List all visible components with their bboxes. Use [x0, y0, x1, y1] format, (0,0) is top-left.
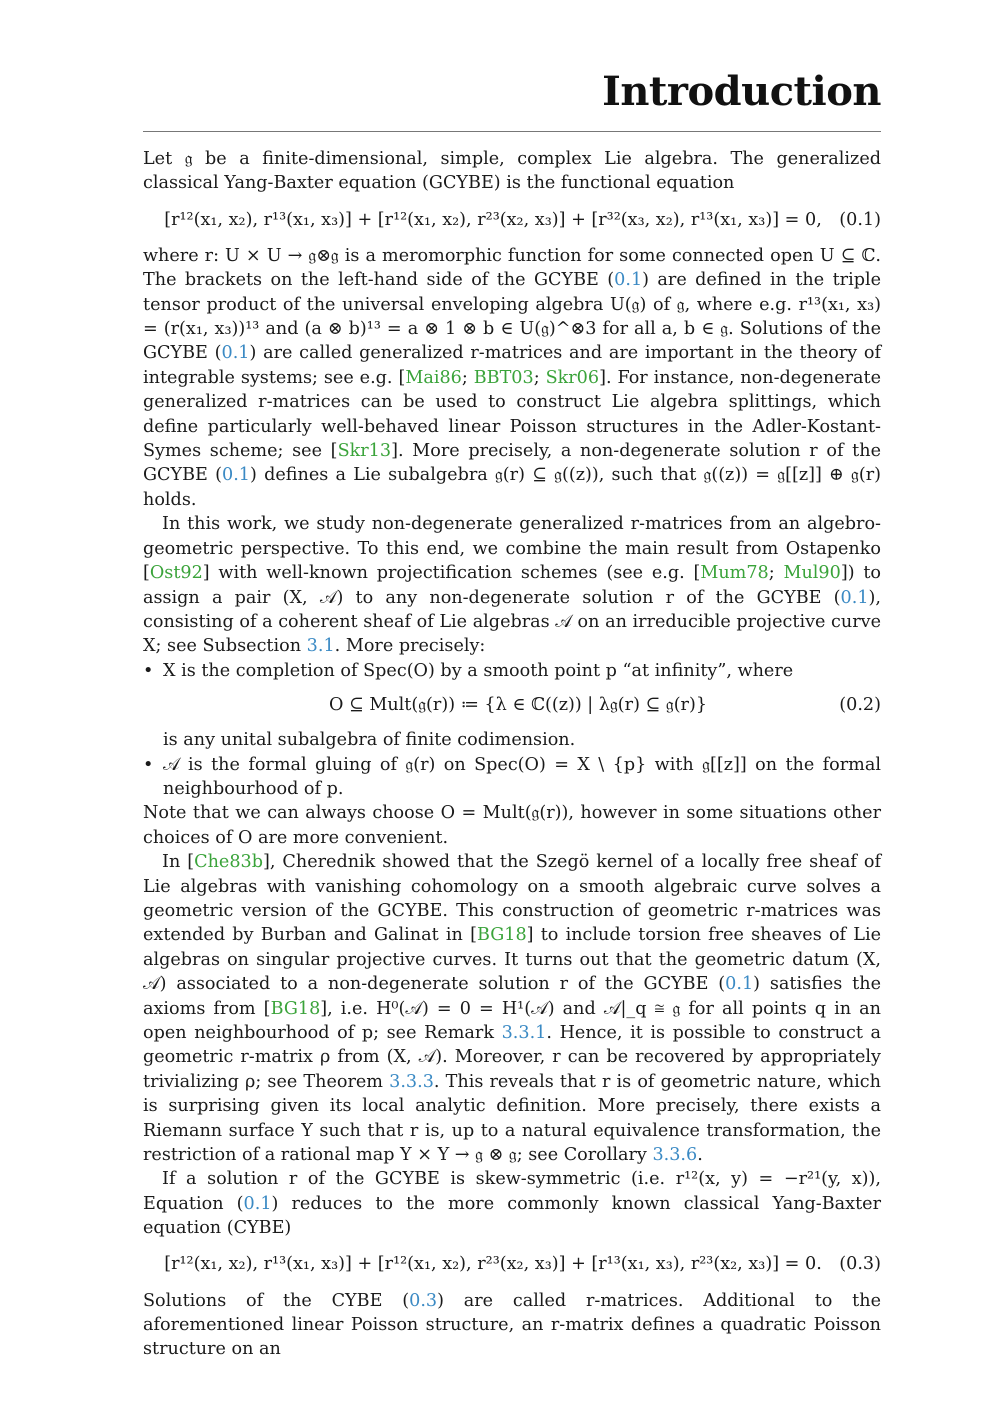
- bullet-icon: •: [143, 754, 154, 775]
- list-item: • X is the completion of Spec(O) by a smooth point p “at infinity”, where O ⊆ Mult(𝔤(r)) ≔ {λ ∈ ℂ((z)) | λ𝔤(r) ⊆ 𝔤(r)} (0.2) is any unital subalgebra of finite codimension.: [143, 660, 881, 751]
- citation-link[interactable]: Skr06: [545, 367, 600, 388]
- citation-link[interactable]: Mul90: [783, 563, 841, 584]
- equation-number: (0.3): [839, 1254, 881, 1275]
- equation-number: (0.1): [839, 209, 881, 230]
- paragraph-1: Let 𝔤 be a finite-dimensional, simple, complex Lie algebra. The generalized classical Yang-Baxter equation (GCYBE) is the functional equation: [143, 149, 881, 194]
- paragraph-6: If a solution r of the GCYBE is skew-symmetric (i.e. r¹²(x, y) = −r²¹(y, x)), Equation (0.1) reduces to the more commonly known classical Yang-Baxter equation (CYBE): [143, 1169, 881, 1239]
- bullet-list: [143, 659, 881, 802]
- equation-reference[interactable]: 0.1: [222, 465, 250, 486]
- equation-0-3: [143, 1246, 881, 1284]
- paragraph-4: Note that we can always choose O = Mult(𝔤(r)), however in some situations other choices of O are more convenient.: [143, 803, 881, 848]
- citation-link[interactable]: Mai86: [405, 367, 462, 388]
- citation-link[interactable]: BG18: [270, 998, 321, 1019]
- citation-link[interactable]: Skr13: [337, 441, 392, 462]
- paragraph-3: In this work, we study non-degenerate generalized r-matrices from an algebro-geometric perspective. To this end, we combine the main result from Ostapenko [Ost92] with well-known projectification schemes (see e.g. [Mum78; Mul90]) to assign a pair (X, 𝒜) to any non-degenerate solution r of the GCYBE (0.1), consisting of a coherent sheaf of Lie algebras 𝒜 on an irreducible projective curve X; see Subsection 3.1. More precisely:: [143, 514, 881, 657]
- equation-reference[interactable]: 0.3: [409, 1290, 438, 1311]
- equation-reference[interactable]: 0.1: [243, 1193, 272, 1214]
- equation-math: [r¹²(x₁, x₂), r¹³(x₁, x₃)] + [r¹²(x₁, x₂), r²³(x₂, x₃)] + [r³²(x₃, x₂), r¹³(x₁, x₃)] = 0,: [164, 209, 822, 230]
- title-rule: [143, 131, 881, 132]
- paragraph-7: Solutions of the CYBE (0.3) are called r-matrices. Additional to the aforementioned linear Poisson structure, an r-matrix defines a quadratic Poisson structure on an: [143, 1290, 881, 1360]
- citation-link[interactable]: Ost92: [149, 563, 203, 584]
- corollary-reference[interactable]: 3.3.6: [652, 1145, 698, 1166]
- equation-reference[interactable]: 0.1: [725, 974, 754, 995]
- paragraph-5: In [Che83b], Cherednik showed that the Szegö kernel of a locally free sheaf of Lie algebras with vanishing cohomology on a smooth algebraic curve solves a geometric version of the GCYBE. This construction of geometric r-matrices was extended by Burban and Galinat in [BG18] to include torsion free sheaves of Lie algebras on singular projective curves. It turns out that the geometric datum (X, 𝒜) associated to a non-degenerate solution r of the GCYBE (0.1) satisfies the axioms from [BG18], i.e. H⁰(𝒜) = 0 = H¹(𝒜) and 𝒜|_q ≅ 𝔤 for all points q in an open neighbourhood of p; see Remark 3.3.1. Hence, it is possible to construct a geometric r-matrix ρ from (X, 𝒜). Moreover, r can be recovered by appropriately trivializing ρ; see Theorem 3.3.3. This reveals that r is of geometric nature, which is surprising given its local analytic definition. More precisely, there exists a Riemann surface Y such that r is, up to a natural equivalence transformation, the restriction of a rational map Y × Y → 𝔤 ⊗ 𝔤; see Corollary 3.3.6.: [143, 852, 881, 1166]
- equation-math: O ⊆ Mult(𝔤(r)) ≔ {λ ∈ ℂ((z)) | λ𝔤(r) ⊆ 𝔤(r)}: [328, 694, 708, 715]
- equation-reference[interactable]: 0.1: [614, 270, 643, 291]
- equation-0-2: [163, 686, 881, 724]
- remark-reference[interactable]: 3.3.1: [501, 1023, 547, 1043]
- list-item-continuation: is any unital subalgebra of finite codimension.: [163, 730, 576, 751]
- citation-link[interactable]: BBT03: [473, 367, 534, 388]
- citation-link[interactable]: BG18: [476, 925, 527, 946]
- equation-reference[interactable]: 0.1: [840, 587, 869, 608]
- main-text: [143, 147, 881, 1362]
- section-reference[interactable]: 3.1: [306, 636, 335, 657]
- paragraph-2: where r: U × U → 𝔤⊗𝔤 is a meromorphic function for some connected open U ⊆ ℂ. The brackets on the left-hand side of the GCYBE (0.1) are defined in the triple tensor product of the universal enveloping algebra U(𝔤) of 𝔤, where e.g. r¹³(x₁, x₃) = (r(x₁, x₃))¹³ and (a ⊗ b)¹³ = a ⊗ 1 ⊗ b ∈ U(𝔤)^⊗3 for all a, b ∈ 𝔤. Solutions of the GCYBE (0.1) are called generalized r-matrices and are important in the theory of integrable systems; see e.g. [Mai86; BBT03; Skr06]. For instance, non-degenerate generalized r-matrices can be used to construct Lie algebra splittings, which define particularly well-behaved linear Poisson structures in the Adler-Kostant-Symes scheme; see [Skr13]. More precisely, a non-degenerate solution r of the GCYBE (0.1) defines a Lie subalgebra 𝔤(r) ⊆ 𝔤((z)), such that 𝔤((z)) = 𝔤[[z]] ⊕ 𝔤(r) holds.: [143, 245, 881, 510]
- equation-number: (0.2): [839, 694, 881, 715]
- bullet-icon: •: [143, 660, 154, 681]
- list-item: • 𝒜 is the formal gluing of 𝔤(r) on Spec(O) = X \ {p} with 𝔤[[z]] on the formal neighbourhood of p.: [143, 754, 881, 799]
- citation-link[interactable]: Mum78: [700, 563, 769, 584]
- equation-0-1: [143, 201, 881, 239]
- citation-link[interactable]: Che83b: [194, 852, 263, 873]
- theorem-reference[interactable]: 3.3.3: [389, 1071, 434, 1092]
- chapter-title: Introduction: [602, 68, 881, 115]
- equation-reference[interactable]: 0.1: [221, 343, 250, 364]
- equation-math: [r¹²(x₁, x₂), r¹³(x₁, x₃)] + [r¹²(x₁, x₂), r²³(x₂, x₃)] + [r¹³(x₁, x₃), r²³(x₂, x₃)] = 0.: [164, 1254, 822, 1275]
